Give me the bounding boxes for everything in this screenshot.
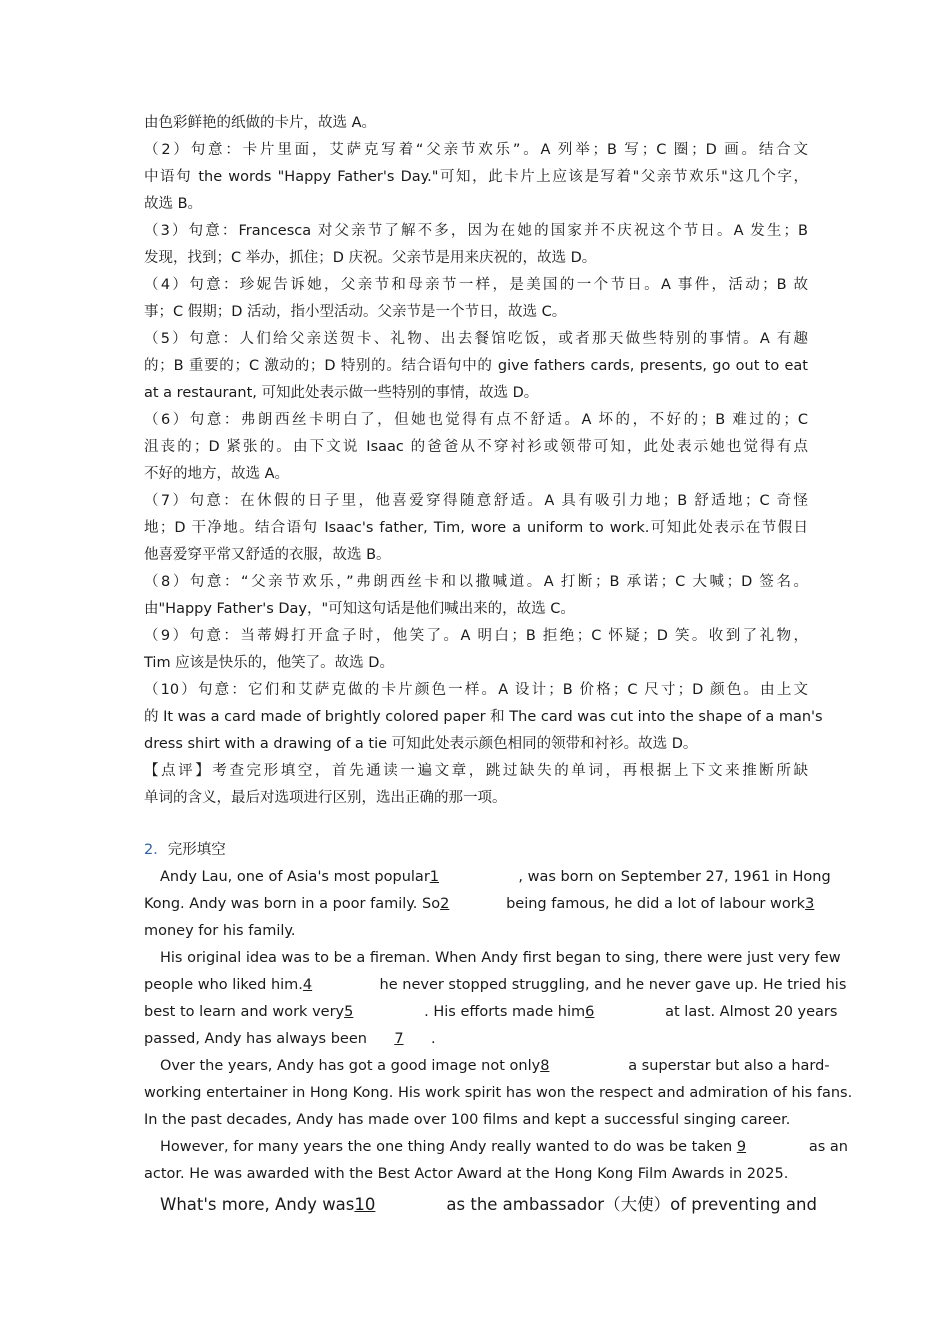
- comment-line: 【点评】考查完形填空，首先通读一遍文章，跳过缺失的单词，再根据上下文来推断所缺: [144, 763, 808, 779]
- passage-line: In the past decades, Andy has made over 100 films and kept a successful singing career.: [144, 1112, 791, 1128]
- text-line: dress shirt with a drawing of a tie 可知此处表示颜色相同的领带和衬衫。故选 D。: [144, 736, 698, 752]
- passage-line: working entertainer in Hong Kong. His work spirit has won the respect and admiration of his fans.: [144, 1085, 853, 1101]
- section-gap: [144, 812, 808, 837]
- passage-text: passed, Andy has always been: [144, 1031, 367, 1047]
- passage-text: at last. Almost 20 years: [665, 1004, 838, 1020]
- text-line: （8）句意：“父亲节欢乐，”弗朗西丝卡和以撒喊道。A 打断；B 承诺；C 大喊；D 签名。: [144, 574, 808, 590]
- text-line: at a restaurant, 可知此处表示做一些特别的事情，故选 D。: [144, 385, 539, 401]
- passage-text: as the ambassador（大使）of preventing and: [446, 1195, 817, 1214]
- passage-line: [144, 1134, 848, 1161]
- passage-text: Over the years, Andy has got a good image not only: [160, 1058, 541, 1074]
- cloze-blank: 1: [429, 869, 440, 885]
- answer-explanation: [144, 110, 823, 812]
- document-page: [144, 110, 853, 1220]
- passage-line: [144, 1026, 808, 1053]
- passage-line: [144, 864, 831, 891]
- cloze-blank: 2: [440, 896, 450, 912]
- cloze-blank: 3: [805, 896, 815, 912]
- passage-line: actor. He was awarded with the Best Actor Award at the Hong Kong Film Awards in 2025.: [144, 1166, 789, 1182]
- text-line: （7）句意：在休假的日子里，他喜爱穿得随意舒适。A 具有吸引力地；B 舒适地；C 奇怪: [144, 493, 808, 509]
- text-line: 的 It was a card made of brightly colored paper 和 The card was cut into the shape of a man's: [144, 709, 823, 725]
- question-title: 完形填空: [167, 842, 226, 858]
- text-line: 由"Happy Father's Day，"可知这句话是他们喊出来的，故选 C。: [144, 601, 575, 617]
- text-line: 发现，找到；C 举办，抓住；D 庆祝。父亲节是用来庆祝的，故选 D。: [144, 250, 597, 266]
- comment-line: 单词的含义，最后对选项进行区别，选出正确的那一项。: [144, 790, 507, 806]
- passage-line: His original idea was to be a fireman. When Andy first began to sing, there were just very few: [160, 950, 841, 966]
- text-line: （4）句意：珍妮告诉她，父亲节和母亲节一样，是美国的一个节日。A 事件，活动；B 故: [144, 277, 808, 293]
- cloze-blank: 4: [302, 977, 313, 993]
- text-line: 中语句 the words "Happy Father's Day."可知，此卡片上应该是写着"父亲节欢乐"这几个字，: [144, 169, 808, 185]
- passage-line: [144, 1190, 817, 1220]
- cloze-blank: 8: [540, 1058, 550, 1074]
- cloze-blank: 10: [354, 1195, 376, 1214]
- passage-line: [144, 1053, 830, 1080]
- passage-text: , was born on September 27, 1961 in Hong: [513, 869, 831, 885]
- passage-text: best to learn and work very: [144, 1004, 345, 1020]
- passage-line: [144, 891, 815, 918]
- passage-text: .: [430, 1031, 436, 1047]
- text-line: 不好的地方，故选 A。: [144, 466, 290, 482]
- question-heading: [144, 837, 808, 864]
- text-line: 的；B 重要的；C 激动的；D 特别的。结合语句中的 give fathers cards, presents, go out to eat: [144, 358, 808, 374]
- passage-text: people who liked him.: [144, 977, 303, 993]
- text-line: （10）句意：它们和艾萨克做的卡片颜色一样。A 设计；B 价格；C 尺寸；D 颜色。由上文: [144, 682, 808, 698]
- passage-line: money for his family.: [144, 923, 296, 939]
- text-line: 沮丧的；D 紧张的。由下文说 Isaac 的爸爸从不穿衬衫或领带可知，此处表示她也觉得有点: [144, 439, 808, 455]
- passage-text: What's more, Andy was: [160, 1195, 355, 1214]
- passage-text: Andy Lau, one of Asia's most popular: [160, 869, 430, 885]
- cloze-blank: 9: [736, 1139, 747, 1155]
- question-number: 2．: [144, 842, 168, 858]
- passage-line: [144, 999, 838, 1026]
- passage-text: he never stopped struggling, and he never gave up. He tried his: [374, 977, 847, 993]
- text-line: 故选 B。: [144, 196, 203, 212]
- passage-text: . His efforts made him: [424, 1004, 586, 1020]
- text-line: Tim 应该是快乐的，他笑了。故选 D。: [144, 655, 394, 671]
- passage-text: Kong. Andy was born in a poor family. So: [144, 896, 441, 912]
- cloze-blank: 5: [344, 1004, 354, 1020]
- text-line: （5）句意：人们给父亲送贺卡、礼物、出去餐馆吃饭，或者那天做些特别的事情。A 有趣: [144, 331, 808, 347]
- cloze-blank: 7: [394, 1031, 404, 1047]
- text-line: （9）句意：当蒂姆打开盒子时，他笑了。A 明白；B 拒绝；C 怀疑；D 笑。收到了礼物，: [144, 628, 808, 644]
- passage-text: as an: [808, 1139, 848, 1155]
- passage-text: being famous, he did a lot of labour work: [506, 896, 806, 912]
- passage-text: a superstar but also a hard-: [628, 1058, 830, 1074]
- text-line: 事；C 假期；D 活动，指小型活动。父亲节是一个节日，故选 C。: [144, 304, 567, 320]
- text-line: （6）句意：弗朗西丝卡明白了，但她也觉得有点不舒适。A 坏的，不好的；B 难过的；C: [144, 412, 808, 428]
- text-line: 他喜爱穿平常又舒适的衣服，故选 B。: [144, 547, 391, 563]
- cloze-passage: [144, 864, 853, 1220]
- text-line: （2）句意：卡片里面，艾萨克写着“父亲节欢乐”。A 列举；B 写；C 圈；D 画。结合文: [144, 142, 808, 158]
- text-line: 地；D 干净地。结合语句 Isaac's father, Tim, wore a uniform to work.可知此处表示在节假日: [144, 520, 808, 536]
- text-line: （3）句意：Francesca 对父亲节了解不多，因为在她的国家并不庆祝这个节日。A 发生；B: [144, 223, 808, 239]
- passage-line: [144, 972, 847, 999]
- cloze-blank: 6: [585, 1004, 595, 1020]
- text-line: 由色彩鲜艳的纸做的卡片，故选 A。: [144, 115, 377, 131]
- passage-text: However, for many years the one thing Andy really wanted to do was be taken: [160, 1139, 737, 1155]
